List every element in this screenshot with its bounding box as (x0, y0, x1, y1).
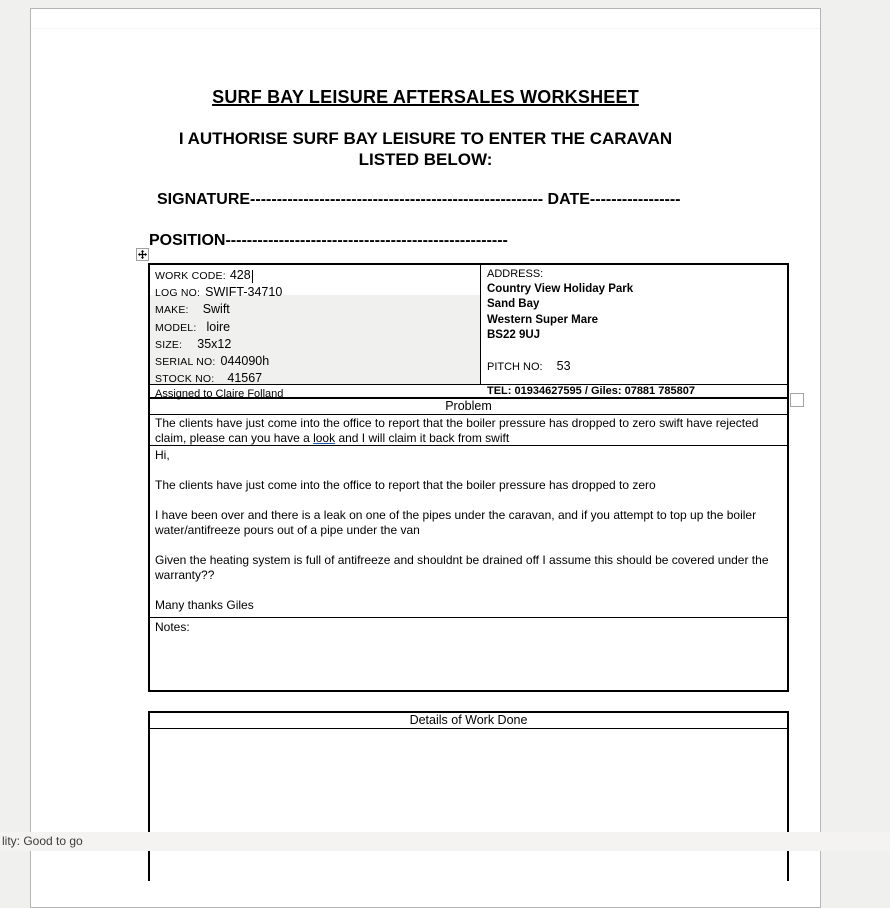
pitch-no-row (487, 358, 787, 375)
position-label: POSITION (149, 232, 226, 249)
text-line: Country View Holiday Park (487, 283, 634, 296)
summary-text-before: The clients have just come into the office to report that the boiler pressure has dropped to zero swift have rejected claim, please can you have a (155, 416, 759, 445)
tel-value: TEL: 01934627595 / Giles: 07881 785807 (487, 385, 695, 397)
work-code-label: WORK CODE: (155, 270, 226, 282)
address-label: ADDRESS: (487, 268, 544, 280)
pitch-no-value: 53 (556, 359, 571, 374)
accessibility-status[interactable]: lity: Good to go (2, 834, 83, 848)
text-line: BS22 9UJ (487, 328, 541, 341)
status-bar (0, 832, 890, 851)
document-page[interactable] (30, 8, 821, 908)
text-line (155, 463, 782, 478)
text-line: Hi, (155, 448, 170, 462)
stock-no-label: STOCK NO: (155, 373, 215, 386)
text-cursor (252, 270, 253, 283)
caravan-details-table (148, 263, 789, 399)
text-line (155, 493, 782, 508)
problem-summary-cell[interactable] (150, 415, 787, 446)
log-no-label: LOG NO: (155, 287, 201, 300)
model-label: MODEL: (155, 321, 197, 334)
notes-cell[interactable] (150, 618, 787, 690)
problem-table (148, 399, 789, 692)
serial-no-row (155, 353, 480, 370)
table-resize-handle[interactable] (790, 393, 804, 407)
address-cell[interactable] (481, 265, 787, 384)
text-line: Many thanks Giles (155, 598, 254, 612)
make-label: MAKE: (155, 304, 189, 317)
authorise-heading (31, 128, 820, 170)
work-done-header: Details of Work Done (150, 713, 787, 729)
model-row (155, 319, 480, 336)
blank-line (487, 343, 787, 358)
work-code-row (155, 267, 480, 284)
signature-dashes: ------------------------------------------------------- (250, 191, 544, 208)
page-margin-line (31, 28, 820, 29)
signature-label: SIGNATURE (157, 191, 251, 208)
model-value: loire (206, 319, 231, 334)
text-line: Western Super Mare (487, 313, 598, 326)
assigned-to-row: Assigned to Claire Folland (155, 388, 284, 401)
stock-no-row (155, 370, 480, 387)
authorise-line-2: LISTED BELOW: (358, 150, 493, 169)
position-dashes: ----------------------------------------------------- (225, 232, 508, 249)
work-code-value: 428 (229, 268, 251, 282)
text-line (155, 583, 782, 598)
signature-line (157, 191, 681, 209)
notes-label: Notes: (155, 620, 190, 634)
size-value: 35x12 (197, 336, 232, 351)
date-label: DATE (547, 191, 590, 208)
serial-no-label: SERIAL NO: (155, 356, 216, 369)
date-dashes: ----------------- (589, 191, 681, 208)
text-line: Sand Bay (487, 298, 540, 311)
four-arrows-icon (138, 250, 147, 259)
pitch-no-label: PITCH NO: (487, 361, 543, 374)
look-link[interactable]: look (313, 431, 336, 445)
log-no-row (155, 284, 480, 301)
size-row (155, 336, 480, 353)
address-lines (487, 282, 787, 343)
size-label: SIZE: (155, 338, 183, 351)
position-line (149, 232, 508, 250)
make-row (155, 301, 480, 318)
page-title: SURF BAY LEISURE AFTERSALES WORKSHEET (212, 87, 639, 107)
text-line (155, 538, 782, 553)
text-line: Given the heating system is full of antifreeze and shouldnt be drained off I assume this should be covered under the warranty?? (155, 553, 769, 582)
caravan-details-cell[interactable] (150, 265, 481, 401)
serial-no-value: 044090h (220, 354, 270, 369)
table-move-handle-icon[interactable] (136, 248, 149, 261)
text-line: The clients have just come into the office to report that the boiler pressure has dropped to zero (155, 478, 656, 492)
make-value: Swift (202, 302, 230, 317)
work-done-table (148, 711, 789, 881)
problem-body-cell[interactable] (150, 446, 787, 618)
authorise-line-1: I AUTHORISE SURF BAY LEISURE TO ENTER THE CARAVAN (178, 129, 673, 148)
stock-no-value: 41567 (227, 371, 263, 386)
text-line: I have been over and there is a leak on one of the pipes under the caravan, and if you attempt to top up the boiler water/antifreeze pours out of a pipe under the van (155, 508, 757, 537)
problem-header: Problem (150, 399, 787, 415)
summary-text-after: and I will claim it back from swift (335, 431, 510, 445)
log-no-value: SWIFT-34710 (205, 285, 283, 300)
